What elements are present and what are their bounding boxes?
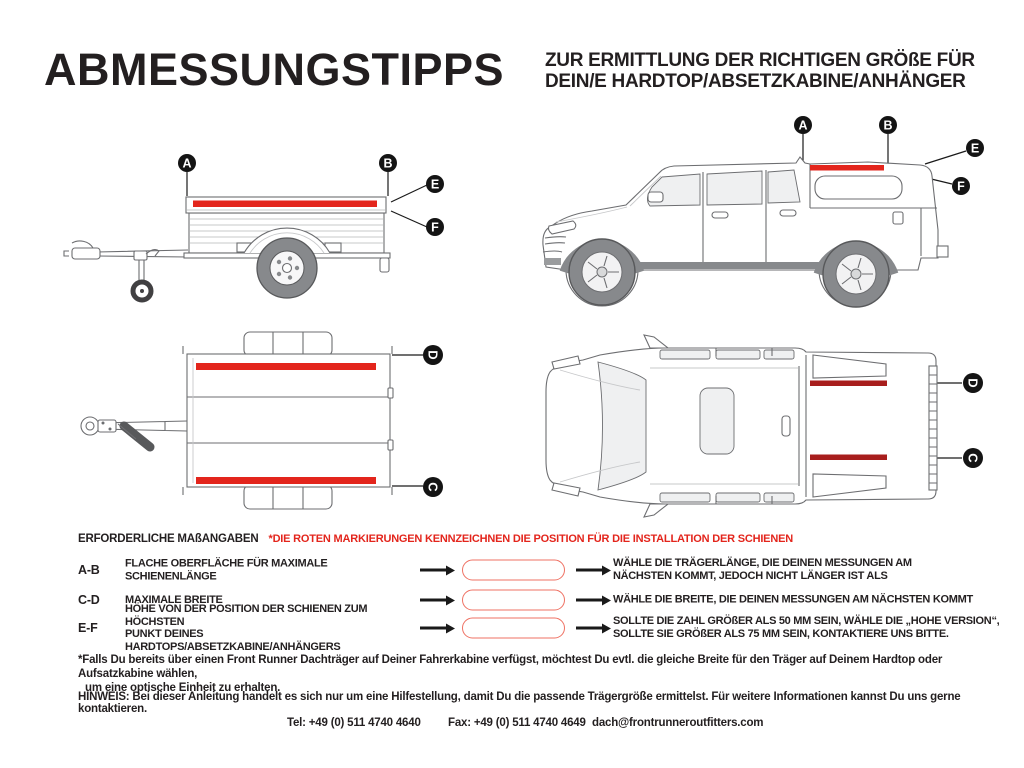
callout-c bbox=[423, 477, 443, 497]
arrow-icon bbox=[576, 627, 602, 630]
svg-text:D: D bbox=[425, 350, 441, 360]
callout-a bbox=[178, 154, 196, 172]
arrow-icon bbox=[576, 569, 602, 572]
requirements-heading: ERFORDERLICHE MAßANGABEN bbox=[78, 533, 259, 545]
arrow-icon bbox=[576, 599, 602, 602]
callout-e bbox=[426, 175, 444, 193]
email-address: dach@frontrunneroutfitters.com bbox=[592, 717, 764, 729]
callout-b bbox=[879, 116, 897, 134]
range-label: E-F bbox=[78, 621, 98, 635]
phone-number: Tel: +49 (0) 511 4740 4640 bbox=[287, 717, 421, 729]
arrow-icon bbox=[420, 569, 446, 572]
rear-wheel bbox=[823, 241, 889, 307]
instruction-line: SOLLTE DIE ZAHL GRÖßER ALS 50 MM SEIN, WÄHLE DIE „HOHE VERSION“, bbox=[613, 615, 1000, 627]
callout-d bbox=[963, 373, 983, 393]
footnote-line: um eine optische Einheit zu erhalten. bbox=[85, 682, 281, 694]
arrow-icon bbox=[420, 599, 446, 602]
svg-text:B: B bbox=[883, 118, 893, 133]
svg-text:C: C bbox=[425, 482, 441, 492]
description-line: HÖHE VON DER POSITION DER SCHIENEN ZUM HÖCHSTEN bbox=[125, 603, 368, 628]
measurement-entry-oval bbox=[462, 618, 565, 639]
rail-marking-bed-right bbox=[810, 455, 887, 461]
svg-text:F: F bbox=[431, 220, 439, 235]
rail-marking-left bbox=[196, 363, 376, 370]
truck-top-diagram bbox=[533, 332, 995, 514]
range-label: A-B bbox=[78, 563, 100, 577]
callout-f bbox=[426, 218, 444, 236]
callout-d bbox=[423, 345, 443, 365]
red-markings-note: *DIE ROTEN MARKIERUNGEN KENNZEICHNEN DIE POSITION FÜR DIE INSTALLATION DER SCHIENEN bbox=[268, 533, 793, 545]
arrow-icon bbox=[420, 627, 446, 630]
rail-marking-right bbox=[196, 477, 376, 484]
range-description bbox=[125, 558, 417, 583]
callout-f bbox=[952, 177, 970, 195]
svg-text:E: E bbox=[970, 141, 980, 156]
description-line: FLACHE OBERFLÄCHE FÜR MAXIMALE SCHIENENLÄNGE bbox=[125, 557, 328, 582]
trailer-top-diagram bbox=[58, 328, 450, 516]
range-description bbox=[125, 603, 417, 653]
callout-lines bbox=[392, 355, 423, 486]
page-subtitle bbox=[545, 50, 975, 92]
svg-text:E: E bbox=[430, 177, 440, 192]
callout-e bbox=[966, 139, 984, 157]
page-title: ABMESSUNGSTIPPS bbox=[44, 44, 505, 95]
measurement-row-ef bbox=[0, 603, 1024, 653]
svg-text:D: D bbox=[965, 378, 981, 388]
subtitle-line-2: DEIN/E HARDTOP/ABSETZKABINE/ANHÄNGER bbox=[545, 71, 966, 92]
subtitle-line-1: ZUR ERMITTLUNG DER RICHTIGEN GRÖßE FÜR bbox=[545, 50, 975, 71]
footnote-line: *Falls Du bereits über einen Front Runner Dachträger auf Deiner Fahrerkabine verfügst, möchtest Du evtl. die gleiche Breite für den Träger auf Deinem Hardtop oder Aufsatzkabine wählen, bbox=[78, 654, 943, 680]
contact-footer bbox=[0, 717, 1024, 733]
instruction-line: WÄHLE DIE BREITE, DIE DEINEN MESSUNGEN AM NÄCHSTEN KOMMT bbox=[613, 593, 973, 606]
instruction-line: SOLLTE SIE GRÖßER ALS 75 MM SEIN, KONTAKTIERE UNS BITTE. bbox=[613, 628, 949, 640]
selection-instruction bbox=[613, 615, 1013, 641]
measurement-entry-oval bbox=[462, 560, 565, 581]
truck-side-diagram bbox=[528, 112, 998, 312]
rail-marking-truck-side bbox=[810, 165, 884, 171]
range-label: C-D bbox=[78, 593, 100, 607]
front-wheel bbox=[569, 239, 635, 305]
callout-b bbox=[379, 154, 397, 172]
description-line: PUNKT DEINES HARDTOPS/ABSETZKABINE/ANHÄNGERS bbox=[125, 628, 341, 653]
svg-text:B: B bbox=[383, 156, 393, 171]
selection-instruction bbox=[613, 594, 1013, 607]
rail-marking-trailer-side bbox=[193, 201, 377, 208]
rail-marking-bed-left bbox=[810, 381, 887, 387]
description-line: MAXIMALE BREITE bbox=[125, 593, 223, 606]
callout-c bbox=[963, 448, 983, 468]
instruction-line: NÄCHSTEN KOMMT, JEDOCH NICHT LÄNGER IST ALS bbox=[613, 570, 888, 582]
fax-number: Fax: +49 (0) 511 4740 4649 bbox=[448, 717, 586, 729]
trailer-side-diagram bbox=[55, 145, 455, 320]
asterisk-footnote bbox=[78, 653, 998, 695]
svg-text:F: F bbox=[957, 179, 965, 194]
requirements-heading-row bbox=[78, 533, 793, 545]
svg-text:C: C bbox=[965, 453, 981, 463]
measurement-entry-oval bbox=[462, 590, 565, 611]
measurement-row-ab bbox=[0, 556, 1024, 584]
callout-a bbox=[794, 116, 812, 134]
selection-instruction bbox=[613, 557, 1013, 583]
svg-text:A: A bbox=[798, 118, 808, 133]
svg-text:A: A bbox=[182, 156, 192, 171]
instruction-line: WÄHLE DIE TRÄGERLÄNGE, DIE DEINEN MESSUNGEN AM bbox=[613, 557, 912, 569]
hinweis-note: HINWEIS: Bei dieser Anleitung handelt es sich nur um eine Hilfestellung, damit Du die passende Trägergröße ermittelst. Für weitere Informationen kannst Du uns gerne kontaktieren. bbox=[78, 691, 961, 715]
